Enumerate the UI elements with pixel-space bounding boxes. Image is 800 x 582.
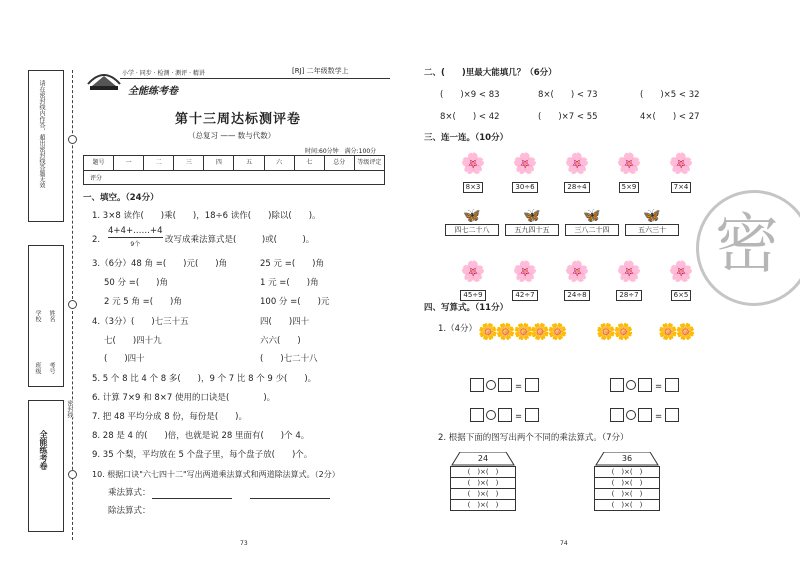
q7: 7. 把 48 平均分成 8 份，每份是( )。 [92, 412, 247, 422]
q2-fraction-bottom: 9个 [130, 241, 141, 248]
butterfly-icon: 🦋 [643, 208, 661, 224]
s2-item-4: 8×( ) < 42 [440, 112, 500, 122]
s4-q1: 1.（4分） [438, 324, 478, 334]
seal-line-text: 密封线 [66, 400, 73, 418]
match-rhyme-card[interactable] [445, 208, 499, 236]
flower-icon: 🌸 [460, 259, 486, 283]
section2-heading: 二、( )里最大能填几？（6分） [424, 68, 557, 78]
diagram-24 [450, 452, 516, 511]
match-label: 7×4 [671, 182, 692, 193]
match-label: 30÷6 [512, 182, 537, 193]
q4c: 七( )四十九 [104, 336, 162, 346]
score-row-label: 评分 [90, 175, 103, 182]
q3c: 50 分 =( )角 [104, 278, 168, 288]
flower-icon: 🌸 [668, 259, 694, 283]
match-label: 5×9 [619, 182, 640, 193]
match-expression-bottom[interactable] [502, 260, 548, 301]
flower-group-3: 🌼🌼 [596, 322, 632, 341]
rhyme-label: 三八二十四 [565, 224, 619, 236]
q5: 5. 5 个 8 比 4 个 8 多( )，9 个 7 比 8 个 9 少( )。 [92, 374, 317, 384]
match-label: 6×5 [671, 290, 692, 301]
eq-blank-left-2[interactable]: = [470, 404, 539, 423]
flower-group-4: 🌼🌼 [658, 322, 694, 341]
score-table-cell: 总分 [325, 156, 355, 170]
section4-heading: 四、写算式。（11分） [424, 303, 509, 313]
rhyme-label: 五九四十五 [505, 224, 559, 236]
s2-item-2: 8×( ) < 73 [538, 90, 598, 100]
q3b: 25 元 =( )角 [260, 259, 324, 269]
q4e: ( )四十 [104, 354, 145, 364]
rhyme-label: 五六三十 [625, 224, 679, 236]
flower-group-1: 🌼🌼🌼 [478, 322, 532, 341]
match-row-bottom [450, 260, 710, 302]
eq-blank-right-1[interactable]: = [610, 374, 679, 393]
seal-hole-2 [68, 300, 77, 309]
subject-tags: 小学 · 同步 · 检测 · 测评 · 精讲 [122, 70, 205, 77]
q10-mult-blank-2 [250, 498, 330, 499]
book-logo-icon [86, 62, 122, 92]
score-table-cell: 五 [234, 156, 264, 170]
score-table-cell: 一 [114, 156, 144, 170]
grid-row[interactable]: ( )×( ) [450, 500, 516, 511]
time-info: 时间:60分钟 满分:100分 [305, 148, 377, 155]
match-label: 24÷8 [564, 290, 589, 301]
diagram-24-grid [450, 466, 516, 511]
score-table-cell: 三 [174, 156, 204, 170]
eq-blank-left-1[interactable]: = [470, 374, 539, 393]
q10-div-label: 除法算式： [108, 506, 151, 516]
flower-group-2: 🌼🌼 [530, 322, 566, 341]
flower-icon: 🌸 [668, 151, 694, 175]
diagram-24-total: 24 [477, 454, 489, 463]
q10: 10. 根据口诀"六七四十二"写出两道乘法算式和两道除法算式。（2分） [92, 470, 340, 479]
match-expression-bottom[interactable] [554, 260, 600, 301]
score-table-cell: 四 [204, 156, 234, 170]
section1-heading: 一、填空。（24分） [83, 193, 159, 203]
score-table-cell: 六 [265, 156, 295, 170]
match-expression-bottom[interactable] [658, 260, 704, 301]
confidential-stamp [696, 190, 800, 306]
q10-mult-label: 乘法算式： [108, 488, 151, 498]
stamp-char: 密 [715, 208, 779, 282]
flower-icon: 🌸 [460, 151, 486, 175]
match-label: 8×3 [463, 182, 484, 193]
grid-row[interactable]: ( )×( ) [594, 500, 660, 511]
match-expression-top[interactable] [450, 152, 496, 193]
match-row-middle [445, 208, 705, 244]
match-expression-bottom[interactable] [606, 260, 652, 301]
match-row-top [450, 152, 710, 194]
eq-blank-right-2[interactable]: = [610, 404, 679, 423]
grid-row[interactable]: ( )×( ) [594, 478, 660, 489]
match-label: 28÷4 [564, 182, 589, 193]
section3-heading: 三、连一连。（10分） [424, 133, 509, 143]
logo-text: 全能练考卷 [128, 86, 178, 97]
grid-row[interactable]: ( )×( ) [594, 489, 660, 500]
score-table-cell: 等级评定 [357, 159, 382, 166]
logo [86, 62, 122, 92]
field-name: 姓名 [48, 310, 55, 322]
butterfly-icon: 🦋 [583, 208, 601, 224]
q2-num: 2. [92, 235, 101, 245]
match-expression-top[interactable] [658, 152, 704, 193]
q9: 9. 35 个梨，平均放在 5 个盘子里，每个盘子放( )个。 [92, 450, 313, 460]
margin-instructions: 请在密封线内作答，超出密封线答题无效 [38, 80, 45, 188]
s2-item-1: ( )×9 < 83 [440, 90, 500, 100]
margin-brand: 全能练考卷 [39, 430, 48, 470]
q3f: 100 分 =( )元 [260, 297, 330, 307]
seal-hole-1 [68, 135, 77, 144]
field-school: 学校 [34, 310, 41, 322]
score-table [83, 155, 385, 185]
diagram-36-total: 36 [621, 454, 633, 463]
field-class: 班级 [34, 362, 41, 374]
diagram-36 [594, 452, 660, 511]
score-table-cell: 七 [295, 156, 325, 170]
butterfly-icon: 🦋 [463, 208, 481, 224]
score-table-cell: 二 [144, 156, 174, 170]
q3d: 1 元 =( )角 [260, 278, 319, 288]
q8: 8. 28 是 4 的( )倍，也就是说 28 里面有( )个 4。 [92, 431, 310, 441]
flower-icon: 🌸 [616, 151, 642, 175]
match-rhyme-card[interactable] [505, 208, 559, 236]
grid-row[interactable]: ( )×( ) [450, 478, 516, 489]
q1: 1. 3×8 读作( )乘( )，18÷6 读作( )除以( )。 [92, 211, 321, 221]
s4-q2: 2. 根据下面的图写出两个不同的乘法算式。（7分） [438, 433, 629, 443]
match-expression-top[interactable] [502, 152, 548, 193]
match-expression-bottom[interactable] [450, 260, 496, 301]
match-label: 28÷7 [616, 290, 641, 301]
s2-item-5: ( )×7 < 55 [538, 112, 598, 122]
q2-fraction-top: 4+4+……+4 [108, 226, 163, 236]
match-label: 45÷9 [460, 290, 485, 301]
q4f: ( )七二十八 [260, 354, 318, 364]
s2-item-3: ( )×5 < 32 [640, 90, 700, 100]
flower-icon: 🌸 [564, 259, 590, 283]
flower-icon: 🌸 [564, 151, 590, 175]
s2-item-6: 4×( ) < 27 [640, 112, 700, 122]
field-number: 考号 [48, 362, 55, 374]
left-margin [28, 70, 72, 540]
q4a: 4.（3分）( )七三十五 [92, 317, 189, 327]
flower-icon: 🌸 [512, 151, 538, 175]
match-expression-top[interactable] [606, 152, 652, 193]
diagram-36-grid [594, 466, 660, 511]
flower-icon: 🌸 [512, 259, 538, 283]
q4b: 四( )四十 [260, 317, 310, 327]
q2-rest: 改写成乘法算式是( )或( )。 [165, 235, 315, 245]
match-label: 42÷7 [512, 290, 537, 301]
seal-hole-3 [68, 470, 77, 479]
q3e: 2 元 5 角 =( )角 [104, 297, 182, 307]
butterfly-icon: 🦋 [523, 208, 541, 224]
grid-row[interactable]: ( )×( ) [450, 489, 516, 500]
score-table-header-row [84, 156, 384, 171]
page-number-right: 74 [560, 540, 568, 547]
q10-mult-blank-1 [152, 498, 232, 499]
match-rhyme-card[interactable] [625, 208, 679, 236]
q2-fraction [108, 226, 163, 248]
edition-label: [RJ] 二年级数学上 [292, 67, 349, 75]
page-number-left: 73 [240, 540, 248, 547]
page-subtitle: （总复习 —— 数与代数） [188, 131, 276, 140]
header-rule [120, 78, 390, 79]
q3a: 3.（6分）48 角 =( )元( )角 [92, 259, 228, 269]
q6: 6. 计算 7×9 和 8×7 使用的口诀是( )。 [92, 393, 276, 403]
margin-instruction-box [28, 70, 64, 222]
page-title: 第十三周达标测评卷 [175, 112, 302, 127]
grid-row[interactable]: ( )×( ) [450, 466, 516, 478]
match-expression-top[interactable] [554, 152, 600, 193]
rhyme-label: 四七二十八 [445, 224, 499, 236]
match-rhyme-card[interactable] [565, 208, 619, 236]
grid-row[interactable]: ( )×( ) [594, 466, 660, 478]
q4d: 六六( ) [260, 336, 301, 346]
score-table-cell: 题号 [84, 156, 114, 170]
flower-icon: 🌸 [616, 259, 642, 283]
